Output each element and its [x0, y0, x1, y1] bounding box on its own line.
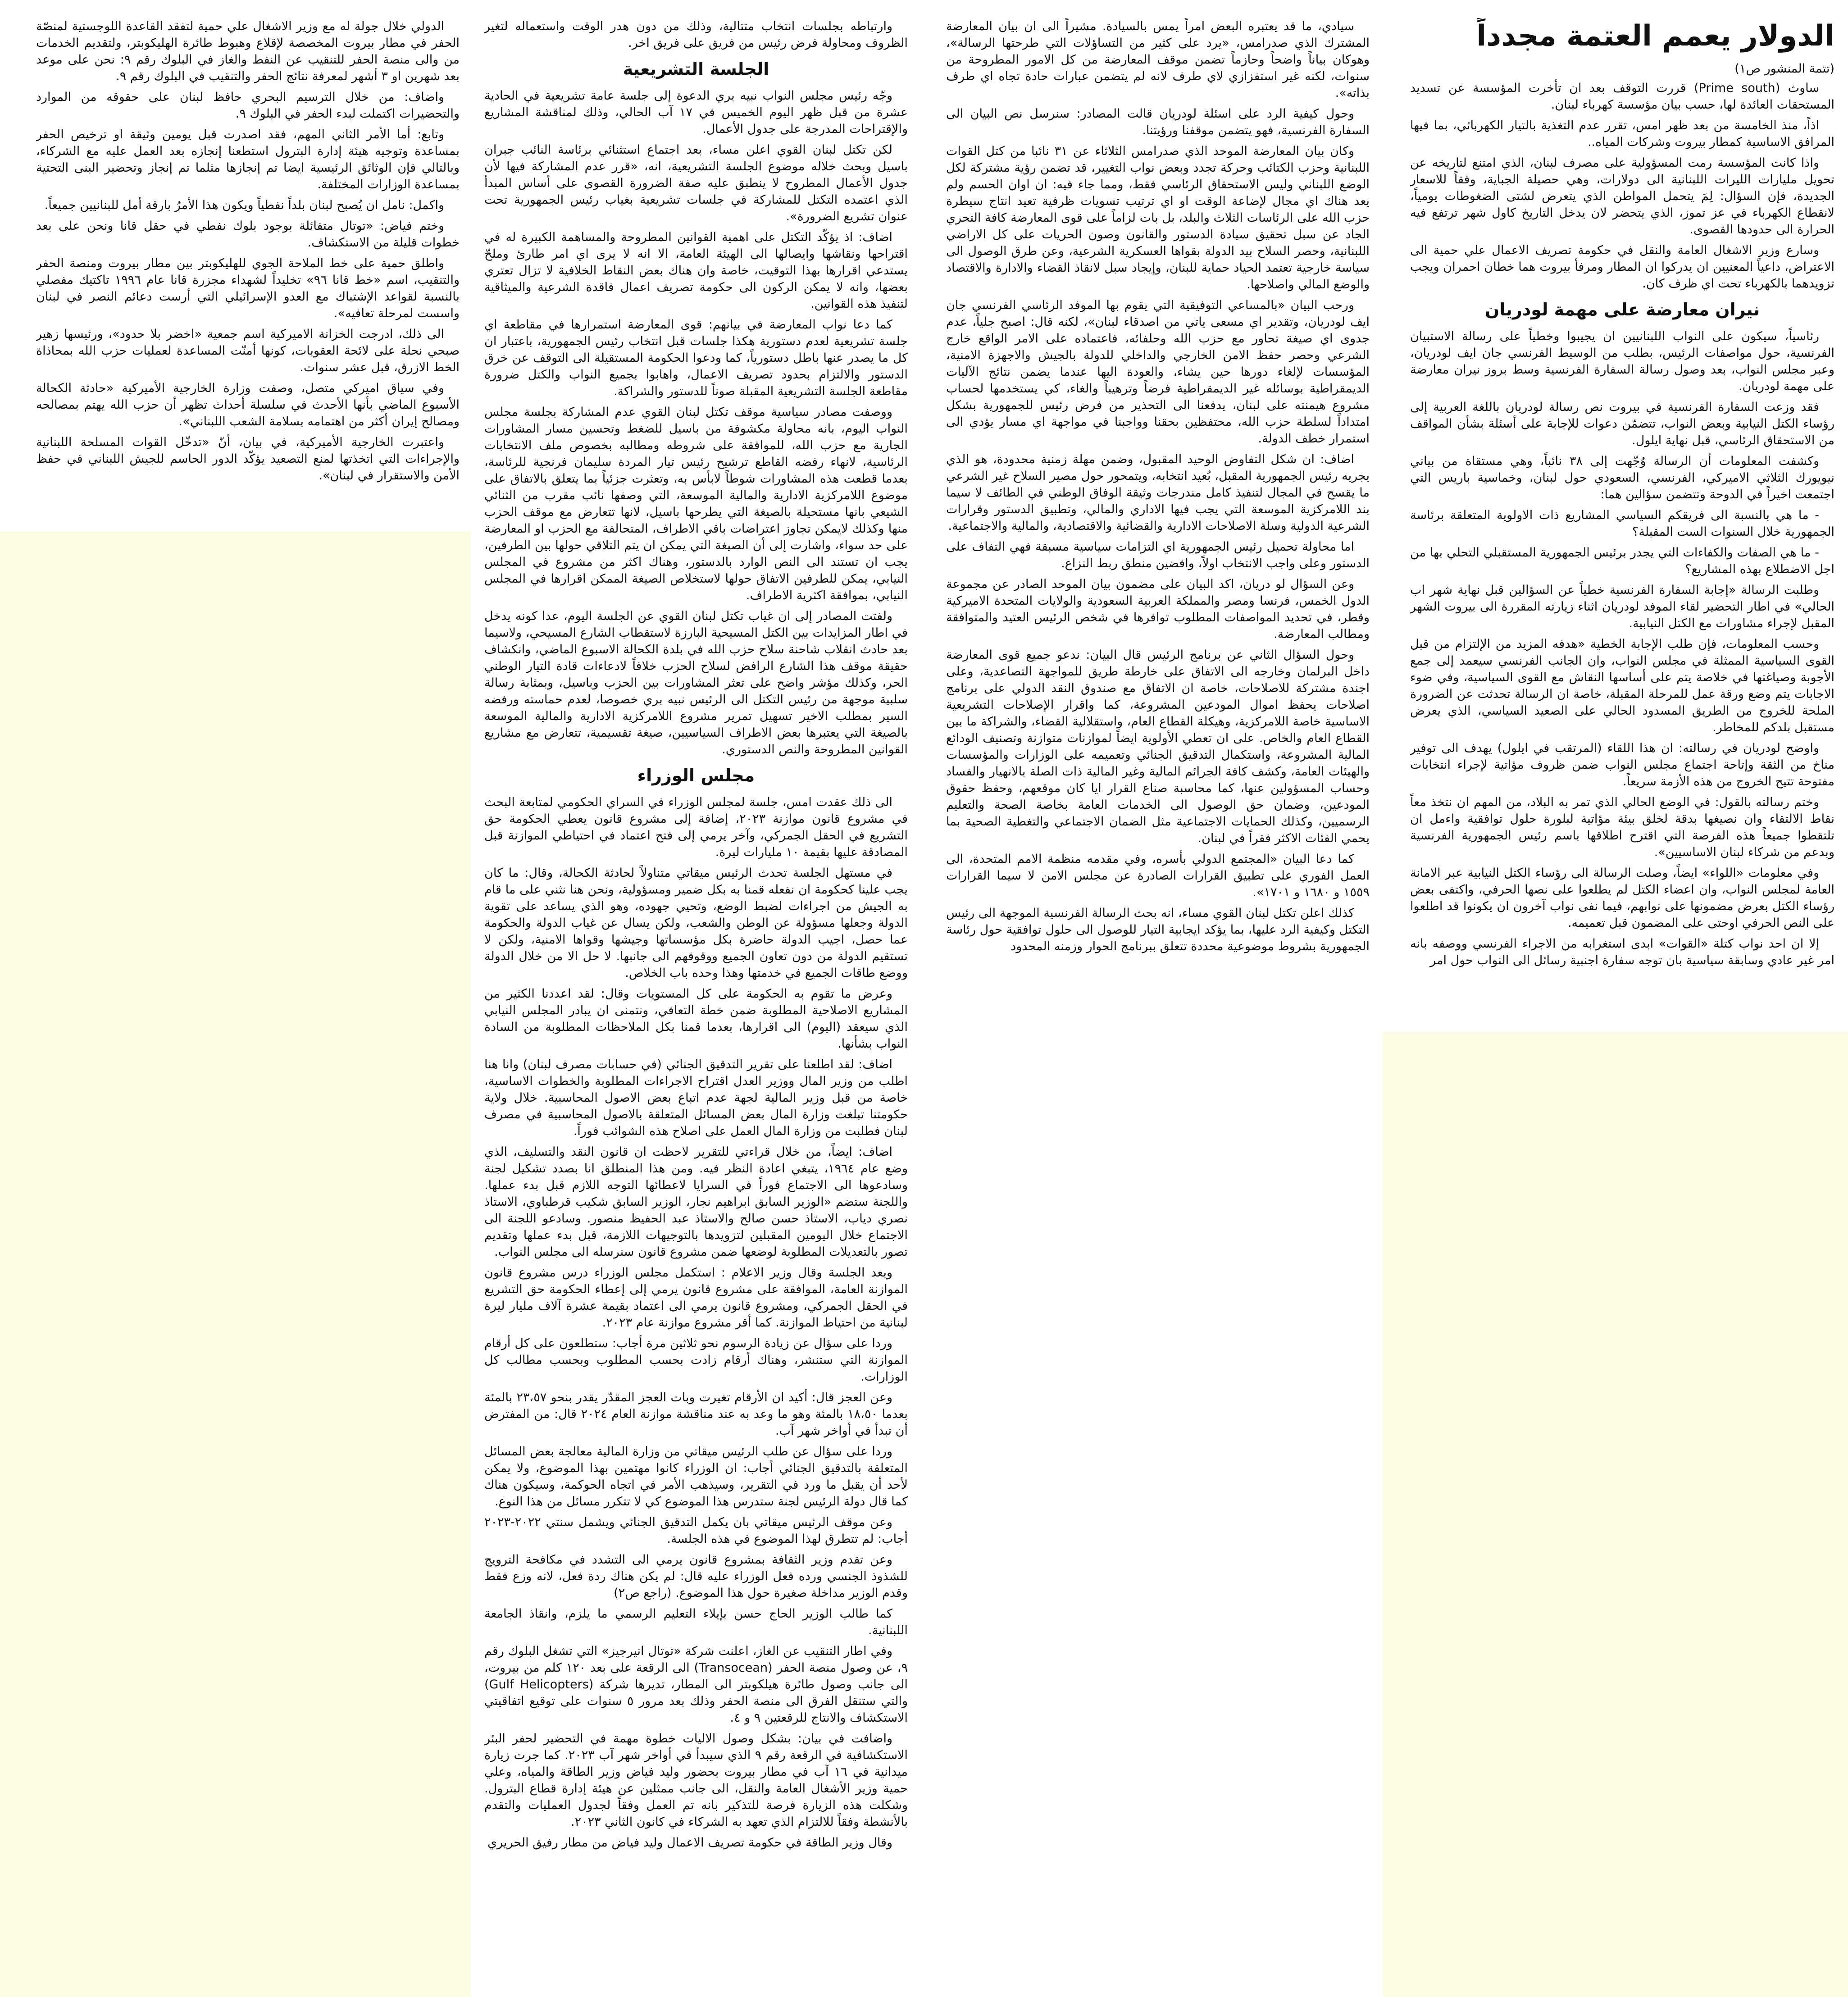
paragraph: وطلبت الرسالة «إجابة السفارة الفرنسية خطياً عن السؤالين قبل نهاية شهر اب الحالي» في اطار التحضير لقاء الموفد لودريان اثناء زيارته المقررة الى بيروت الشهر المقبل لإجراء مشاورات مع الكتل النيابية.	[1410, 583, 1834, 630]
paragraph: إلا ان احد نواب كتلة «القوات» ابدى استغرابه من الاجراء الفرنسي ووصفه بانه امر غير عادي وسابقة سياسية بان توجه سفارة اجنبية رسائل الى النواب حول امر	[1410, 937, 1834, 967]
paragraph: الى ذلك، ادرجت الخزانة الاميركية اسم جمعية «اخضر بلا حدود»، ورئيسها زهير صبحي نحلة على لائحة العقوبات، كونها أمنّت المساعدة لعمليات حزب الله بمحاذاة الخط الازرق، قبل عشر سنوات.	[36, 327, 460, 374]
source-note: (تتمة المنشور ص١)	[1734, 62, 1834, 76]
paragraph: وحول كيفية الرد على اسئلة لودريان قالت المصادر: سنرسل نص البيان الى السفارة الفرنسية، فهو يتضمن موقفنا ورؤيتنا.	[946, 107, 1370, 137]
paragraph: وختم فياض: «توتال متفائلة بوجود بلوك نفطي في حقل قانا ونحن على بعد خطوات قليلة من الاستكشاف.	[36, 219, 460, 250]
paragraph: وعن السؤال لو دريان، اكد البيان على مضمون بيان الموحد الصادر عن مجموعة الدول الخمس، فرنسا ومصر والمملكة العربية السعودية والولايات المتحدة الاميركية وقطر، في تحديد المواصفات المطلوب توافرها في شخص الرئيس العتيد والمتوافقة ومطالب المعارضة.	[946, 577, 1370, 641]
paragraph: اضاف: لقد اطلعنا على تقرير التدقيق الجنائي (في حسابات مصرف لبنان) وانا هنا اطلب من وزير المال ووزير العدل اقتراح الاجراءات المطلوبة والخطوات الاساسية، خاصة من قبل وزير المالية لجهة عدم اتباع بعض الاصول المحاسبية. خلال ولاية حكومتنا تبلغت وزارة المال بعض المسائل المتعلقة بالاصول المحاسبية في مصرف لبنان فطلبت من وزارة المال العمل على اصلاح هذه الشوائب فوراً.	[484, 1058, 908, 1138]
paragraph: اضاف: ايضاً، من خلال قراءتي للتقرير لاحظت ان قانون النقد والتسليف، الذي وضع عام ١٩٦٤، يتبغي اعادة النظر فيه. ومن هذا المنطلق انا بصدد تشكيل لجنة وسادعوها الى الاجتماع فوراً في السرايا لاعطائها التوجه اللازم قبل بدء عملها. واللجنة ستضم «الوزير السابق ابراهيم نجار، الوزير السابق شكيب قرطباوي، الاستاذ نصري دياب، الاستاذ حسن صالح والاستاذ عبد الحفيظ منصور. وسادعو اللجنة الى الاجتماع خلال اليومين المقبلين لتزويدها بالتوجيهات اللازمة، قبل بدء عملها وتقديم تصور بالتعديلات المطلوبة لوضعها ضمن مشروع قانون سنرسله الى مجلس النواب.	[484, 1145, 908, 1259]
section-heading: الجلسة التشريعية	[623, 59, 769, 79]
paragraph: واطلق حمية على خط الملاحة الجوي للهليكوبتر بين مطار بيروت ومنصة الحفر والتنقيب، اسم «خط قانا ٩٦» تخليداً لشهداء مجزرة قانا عام ١٩٩٦ تاكتيك مفصلي بالنسبة لقواعد الإشتباك مع العدو الإسرائيلي التي أرست دعائم النصر في لبنان واسست لمرحلة تعافيه».	[36, 256, 460, 320]
column-2	[946, 18, 1370, 959]
section-heading: نيران معارضة على مهمة لودريان	[1484, 300, 1760, 319]
paragraph: اضاف: ان شكل التفاوض الوحيد المقبول، وضمن مهلة زمنية محدودة، هو الذي يجريه رئيس الجمهورية المقبل، بُعيد انتخابه، ويتمحور حول مصير السلاح غير الشرعي ما يقسح في المجال لتنفيذ كامل مندرجات وثيقة الوفاق الوطني في الطائف لا سيما بند اللامركزية الموسعة التي يجب فيها الاداري والمالي، وتطبيق الدستور وقرارات الشرعية الدولية وسلة الاصلاحات الادارية والقضائية والاقتصادية، والمالية والاجتماعية.	[946, 452, 1370, 533]
paragraph: وكشفت المعلومات أن الرسالة وُجّهت إلى ٣٨ نائباً، وهي مستقاة من بياني نيويورك الثلاثي الاميركي، الفرنسي، السعودي حول لبنان، وخماسية باريس التي اجتمعت اخيراً في الدوحة وتتضمن سؤالين هما:	[1410, 454, 1834, 502]
paragraph: واعتبرت الخارجية الأميركية، في بيان، أنّ «تدخّل القوات المسلحة اللبنانية والإجراءات التي اتخذتها لمنع التصعيد يؤكّد الدور الحاسم للجيش اللبناني في حفظ الأمن والاستقرار في لبنان».	[36, 435, 460, 483]
paragraph: اضاف: اذ يؤكّد التكتل على اهمية القوانين المطروحة والمساهمة الكبيرة له في اقتراحها ونقاشها وايصالها الى الهيئة العامة، الا انه لا يرى اي امر طارئ وملحّ يستدعي اقرارها بهذا التوقيت، خاصة وان هناك بعض النقاط الخلافية لا تزال تعتري بعضها، وانه لا يمكن الركون الى حكومة تصريف اعمال فاقدة الشرعية والميثاقية لتنفيذ هذه القوانين.	[484, 230, 908, 311]
paragraph: وحول السؤال الثاني عن برنامج الرئيس قال البيان: ندعو جميع قوى المعارضة داخل البرلمان وخارجه الى الاتفاق على خارطة طريق للمواجهة التصاعدية، وعلى اجندة مشتركة للاصلاحات، خاصة ان الاتفاق مع صندوق النقد الدولي على برنامج اصلاحات يحفظ اموال المودعين المشروعة، كما واقرار الإصلاحات التشريعية الاساسية خاصة اللامركزية، وهيكلة القطاع العام، واستقلالية القضاء، والشراكة ما بين القطاع العام والخاص. على ان تعطي الأولوية ايضاً لموازنات متوازنة وتصنيف الودائع المالية المشروعة، واستكمال التدقيق الجنائي وتعميمه على الوزارات والمؤسسات والهيئات العامة، وكشف كافة الجرائم المالية وغير المالية ذات الصلة بالانهيار والفساد وحساب المسؤولين عنها، كما محاسبة صناع القرار ايا كان موقعهم، وحفظ حقوق المودعين، وضمان حق الوصول الى الخدمات العامة بخاصة الصحة والتعليم الرسميين، وكذلك الحمايات الاجتماعية مثل الضمان الاجتماعي والتغطية الصحية بما يحمي الفئات الاكثر فقراً في لبنان.	[946, 648, 1370, 845]
paragraph: وعرض ما تقوم به الحكومة على كل المستويات وقال: لقد اعددنا الكثير من المشاريع الاصلاحية المطلوبة ضمن خطة التعافي، ونتمنى ان يبادر المجلس النيابي الذي سيعقد (اليوم) الى اقرارها، بعدما قمنا بكل الملاحظات المطلوبة من السادة النواب بشأنها.	[484, 987, 908, 1051]
section-heading: مجلس الوزراء	[637, 766, 755, 785]
paragraph: وعن العجز قال: أكيد ان الأرقام تغيرت وبات العجز المقدّر يقدر بنحو ٢٣،٥٧ بالمئة بعدما ١٨،٥٠ بالمئة وهو ما وعد به عند مناقشة موازنة العام ٢٠٢٤ قال: من المفترض أن تبدأ في أواخر شهر آب.	[484, 1391, 908, 1438]
paragraph: وختم رسالته بالقول: في الوضع الحالي الذي تمر به البلاد، من المهم ان نتخذ معاً نقاط الالتقاء وان نصيغها بدقة لخلق بيئة مؤاتية لبلورة حلول توافقية واءمل ان تلتقطوا جميعاً هذه الفرصة التي اقترح اطلاقها باسم رئيس الجمهورية الفرنسية وبدعم من شركاء لبنان الاساسيين».	[1410, 795, 1834, 859]
paragraph: وفي سياق اميركي متصل، وصفت وزارة الخارجية الأميركية «حادثة الكحالة الأسبوع الماضي بأنها الأحدث في سلسلة أحداث تظهر أن حزب الله يهتم بمصالحه ومصالح إيران أكثر من اهتمامه بسلامة الشعب اللبناني».	[36, 381, 460, 429]
paragraph: ولفتت المصادر إلى ان غياب تكتل لبنان القوي عن الجلسة اليوم، عدا كونه يدخل في اطار المزايدات بين الكتل المسيحية البارزة لاستقطاب الشارع المسيحي، ولاسيما بعد حادث انقلاب شاحنة سلاح حزب الله في بلدة الكحالة الاسبوع الماضي، وانكشاف حقيقة موقف هذا الشارع الرافض لسلاح الحزب خلافاً لادعاءات قادة التيار الوطني الحر، وكذلك مؤشر واضح على تعثر المشاورات بين الحزب وباسيل، وبمثابة رسالة سلبية موجهة من رئيس التكتل الى الرئيس نبيه بري خصوصا، لعدم حماسته ورفضه السير بمطلب الاخير تسهيل تمرير مشروع اللامركزية الادارية والمالية الموسعة بالصيغة التي يعتبرها بعض الاطراف السياسيين، صيغة تقسيمية، تتعارض مع مشاريع القوانين المطروحة والنص الدستوري.	[484, 609, 908, 757]
paragraph: اما محاولة تحميل رئيس الجمهورية اي التزامات سياسية مسبقة فهي التفاف على الدستور وعلى واجب الانتخاب اولاً، وافضين منطق ربط النزاع.	[946, 540, 1370, 570]
paragraph: وجّه رئيس مجلس النواب نبيه بري الدعوة إلى جلسة عامة تشريعية في الحادية عشرة من قبل ظهر اليوم الخميس في ١٧ آب الحالي، وذلك لمناقشة المشاريع والإقتراحات المدرجة على جدول الأعمال.	[484, 89, 908, 136]
paragraph: وفي معلومات «اللواء» ايضاً، وصلت الرسالة الى رؤساء الكتل النيابية عبر الامانة العامة لمجلس النواب، وان اعضاء الكتل لم يطلعوا على نصها الحرفي، واكتفى بعض رؤساء الكتل بعرض مضمونها على نوابهم، فيما نفى نواب آخرون ان يكونوا قد اطلعوا على النص الحرفي اوحتى على المضمون قبل تعميمه.	[1410, 866, 1834, 930]
paragraph: كما طالب الوزير الحاج حسن بإيلاء التعليم الرسمي ما يلزم، وانقاذ الجامعة اللبنانية.	[484, 1607, 908, 1637]
paragraph: وعن تقدم وزير الثقافة بمشروع قانون يرمي الى التشدد في مكافحة الترويج للشذوذ الجنسي ورده فعل الوزراء عليه قال: لم يكن هناك ردة فعل، لانه وزع فقط وقدم الوزير مداخلة صغيرة حول هذا الموضوع. (راجع ص٢)	[484, 1553, 908, 1600]
paragraph: رئاسياً، سيكون على النواب اللبنانيين ان يجيبوا وخطياً على رسالة الاستبيان الفرنسية، حول مواصفات الرئيس، بطلب من الوسيط الفرنسي جان ايف لودريان، وعبر مجلس النواب، بعد وصول رسالة السفارة الفرنسية وسط بروز نيران معارضة على مهمة لودريان.	[1410, 329, 1834, 393]
paragraph: ووصفت مصادر سياسية موقف تكتل لبنان القوي عدم المشاركة بجلسة مجلس النواب اليوم، بانه محاولة مكشوفة من باسيل للضغط وتحسين مسار المشاورات الجارية مع حزب الله، للموافقة على شروطه ومطالبه بخصوص ملف الانتخابات الرئاسية، لانهاء رفضه القاطع ترشيح رئيس تيار المردة سليمان فرنجية للرئاسة، بعدما قطعت هذه المشاورات شوطاً لابأس به، وتعثرت جزئياً بما يتعلق بالاتفاق على موضوع اللامركزية الادارية والمالية الموسعة، التي وصفها نائب مقرب من الثنائي الشيعي بانها مستحيلة بالصيغة التي يطرحها باسيل، لانها تتعارض مع موقف الحزب منها وكذلك لايمكن تجاوز اعتراضات باقي الاطراف، المتحالفة مع الحزب او المعارضة على حد سواء، واشارت إلى أن الصيغة التي يمكن ان يتم التلاقي حولها بين الطرفين، يجب ان تستند الى النص الوارد بالدستور، وهناك اكثر من مشروع في المجلس النيابي، يمكن للطرفين الاتفاق حولها لاستخلاص الصيغة الممكن اقرارها في المجلس النيابي، بموافقة اكثرية الاطراف.	[484, 405, 908, 602]
paragraph: وعن موقف الرئيس ميقاتي بان يكمل التدقيق الجنائي ويشمل سنتي ٢٠٢٢-٢٠٢٣ أجاب: لم تتطرق لهذا الموضوع في هذه الجلسة.	[484, 1515, 908, 1546]
paragraph: واكمل: نامل ان يُصبح لبنان بلداً نفطياً ويكون هذا الأمرُ بارقة أمل للبنانيين جميعاً.	[44, 198, 444, 212]
paragraph: اذاً، منذ الخامسة من بعد ظهر امس، تقرر عدم التغذية بالتيار الكهربائي، بما فيها المرافق الاساسية كمطار بيروت وشركات المياه..	[1410, 119, 1834, 149]
paragraph: الدولي خلال جولة له مع وزير الاشغال علي حمية لتفقد القاعدة اللوجستية لمنصّة الحفر في مطار بيروت المخصصة لإقلاع وهبوط طائرة الهليكوبتر، ولتقديم الخدمات من والى منصة الحفر للتنقيب عن النفط والغاز في البلوك رقم ٩: نحن على موعد بعد شهرين او ٣ أشهر لمعرفة نتائج الحفر والتنقيب في البلوك رقم ٩.	[36, 19, 460, 83]
paragraph: وردا على سؤال عن طلب الرئيس ميقاتي من وزارة المالية معالجة بعض المسائل المتعلقة بالتدقيق الجنائي أجاب: ان الوزراء كانوا مهتمين بهذا الموضوع، ولا يمكن لأحد أن يقبل ما ورد في التقرير، وسيذهب الأمر في اتجاه الحوكمة، وسيكون هناك كما قال دولة الرئيس لجنة ستدرس هذا الموضوع كي لا تتكرر مسائل من هذا النوع.	[484, 1445, 908, 1509]
paragraph: كذلك اعلن تكتل لبنان القوي مساء، انه بحث الرسالة الفرنسية الموجهة الى رئيس التكتل وكيفية الرد عليها، بما يؤكد ايجابية التيار للوصول الى حلول توافقية حول رئاسة الجمهورية بشروط موضوعية محددة تتعلق ببرنامج الحوار وزمنه المحدود	[946, 906, 1370, 953]
tint-right-lower	[1383, 1032, 1848, 1997]
paragraph: وارتباطه بجلسات انتخاب متتالية، وذلك من دون هدر الوقت واستعماله لتغير الظروف ومحاولة فرض رئيس من فريق على فريق اخر.	[484, 19, 908, 50]
paragraph: واضافت في بيان: بشكل وصول الاليات خطوة مهمة في التحضير لحفر البئر الاستكشافية في الرقعة رقم ٩ الذي سيبدأ في أواخر شهر آب ٢٠٢٣. كما جرت زيارة ميدانية في ١٦ آب في مطار بيروت بحضور وليد فياض وزير الطاقة والمياه، وعلي حمية وزير الأشغال العامة والنقل، الى جانب ممثلين عن هيئة إدارة قطاع البترول. وشكلت هذه الزيارة فرصة للتذكير بانه تم العمل وفقاً لجدول العمليات والتقدم بالأنشطة وفقاً للالتزام الذي تعهد به الشركاء في كانون الثاني ٢٠٢٣.	[484, 1732, 908, 1829]
paragraph: واذا كانت المؤسسة رمت المسؤولية على مصرف لبنان، الذي امتنع لتاريخه عن تحويل مليارات الليرات اللبنانية الى دولارات، وهي حصيلة الجباية، وفقاً للاسعار الجديدة، فإن السؤال: لِمَ يتحمل المواطن الذي يتعرض لشتى الضغوطات يومياً، لانقطاع الكهرباء في عز تموز، الذي يتحضر لان يدخل التاريخ كاول شهر ترتفع فيه الحرارة الى حدودها القصوى.	[1410, 156, 1834, 237]
tint-left-lower	[0, 532, 471, 1997]
paragraph: - ما هي بالنسبة الى فريقكم السياسي المشاريع ذات الاولوية المتعلقة برئاسة الجمهورية خلال السنوات الست المقبلة؟	[1410, 508, 1834, 539]
paragraph: كما دعا نواب المعارضة في بيانهم: قوى المعارضة استمرارها في مقاطعة اي جلسة تشريعية لعدم دستورية هكذا جلسات قبل انتخاب رئيس الجمهورية، باعتبار ان كل ما يصدر عنها باطل دستورياً، كما ودعوا الحكومة المستقيلة الى التوقف عن خرق الدستور والالتزام بحدود تصريف الاعمال، واهابوا بجميع النواب والكتل ضرورة مقاطعة الجلسة التشريعية المقبلة صوناً للدستور والشراكة.	[484, 318, 908, 398]
paragraph: فقد وزعت السفارة الفرنسية في بيروت نص رسالة لودريان باللغة العربية إلى رؤساء الكتل النيابية وبعض النواب، تتضمّن دعوات للإجابة على أسئلة بشأن المواقف من الاستحقاق الرئاسي، قبل نهاية ايلول.	[1410, 400, 1834, 447]
paragraph: في مستهل الجلسة تحدث الرئيس ميقاتي متناولاً لحادثة الكحالة، وقال: ما كان يجب علينا كحكومة ان نفعله قمنا به بكل ضمير ومسؤولية، ونحن هنا نثني على ما قام به الجيش من اجراءات لضبط الوضع، وتحيي جهوده، وهو الذي يساعد على تقوية الدولة وجعلها مسؤولة عن الوطن والشعب، ولكن يسال عن غياب الدولة والحكومة عما حصل، اجيب الدولة حاضرة بكل مؤسساتها وجيشها وقواها الامنية، ولكن لا تستقيم الدولة من دون تعاون الجميع ووقوفهم الى جانبها. لا حل الا من خلال الدولة ووضع طاقات الجميع في خدمتها وهذا وحده باب الخلاص.	[484, 866, 908, 980]
paragraph: وبعد الجلسة وقال وزير الاعلام : استكمل مجلس الوزراء درس مشروع قانون الموازنة العامة، الموافقة على مشروع قانون يرمي إلى إعطاء الحكومة حق التشريع في الحقل الجمركي، ومشروع قانون يرمي الى اعتماد بقيمة عشرة آلاف مليار ليرة لبنانية من احتياط الموازنة. كما أقر مشروع موازنة عام ٢٠٢٣.	[484, 1266, 908, 1330]
paragraph: وكان بيان المعارضة الموحد الذي صدرامس الثلاثاء عن ٣١ نائبا من كتل القوات اللبنانية وحزب الكتائب وحركة تجدد وبعض نواب التغيير، قد تضمن رؤية مشتركة لكل الوضع اللبناني وليس الاستحقاق الرئاسي فقط، ومما جاء فيه: ان اوان الحسم ولم يعد هناك اي مجال لإضاعة الوقت او اي ترتيب تسويات ظرفية تعيد انتاج سيطرة حزب الله على الرئاسات الثلاث والبلد، بل بات لزاماً على قوى المعارضة كافة التحري الجاد عن سبل تحقيق سيادة الدستور والقانون وصون الحريات على كل الاراضي اللبنانية، وحصر السلاح بيد الدولة بقواها العسكرية الشرعية، وعن طرق الوصول الى سياسة خارجية تعتمد الحياد حماية للبنان، وإيجاد سبل لانقاذ القضاء والادارة والاقتصاد والوضع المالي واصلاحها.	[946, 144, 1370, 292]
paragraph: ورحب البيان «بالمساعي التوفيقية التي يقوم بها الموفد الرئاسي الفرنسي جان ايف لودريان، وتقدير اي مسعى ياتي من اصدقاء لبنان»، لكنه قال: اصبح جلياً، عدم جدوى اي صيغة تحاور مع حزب الله وحلفائه، فاعتماده على الامر الواقع خارج الشرعي وحصر حفظ الامن الخارجي والداخلي للدولة بالجيش والاجهزة الامنية، المؤسسات لإلغاء دورها حين يشاء، والعودة اليها عندما يضمن نتائج الآليات الديمقراطية بوسائله غير الديمقراطية فرضاً وترهيباً والغاء، كي يستخدمها لحساب مشروع هيمنته على لبنان، يدفعنا الى التحذير من فرض رئيس للجمهورية بشكل امتداداً لسلطة حزب الله، محتفظين بحقنا وواجبنا في مواجهة اي مسار يؤدي الى استمرار خطف الدولة.	[946, 298, 1370, 446]
paragraph: وتابع: أما الأمر الثاني المهم، فقد اصدرت قبل يومين وثيقة او ترخيص الحفر بمساعدة وتوجيه هيئة إدارة البترول استطعنا إنجازه بعد العمل عليه مع الشركاء، وبالتالي فإن الوثائق الرئيسية ايضا تم إنجازها مثلما تم إنجاز وتحضير البنى التحتية بمساعدة الوزارات المختلفة.	[36, 128, 460, 191]
paragraph: وفي اطار التنقيب عن الغاز، اعلنت شركة «توتال انيرجيز» التي تشغل البلوك رقم ٩، عن وصول منصة الحفر (Transocean) الى الرقعة على بعد ١٢٠ كلم من بيروت، الى جانب وصول طائرة هيلكوبتر الى المطار، تديرها شركة (Gulf Helicopters) والتي ستنقل الفرق الى منصة الحفر وذلك بعد مرور ٥ سنوات على توقيع اتفاقيتي الاستكشاف والانتاج للرقعتين ٩ و ٤.	[484, 1644, 908, 1725]
paragraph: سيادي، ما قد يعتبره البعض امراً يمس بالسيادة. مشيراً الى ان بيان المعارضة المشترك الذي صدرامس، «يرد على كثير من التساؤلات التي طرحتها الرسالة»، وهوكان بياناً واضحاً وحازماً تضمن موقف المعارضة من كل الامور المطروحة من سنوات، لكنه غير استفزازي لاي طرف لانه لم يتضمن عبارات حادة تجاه اي طرف بذاته».	[946, 19, 1370, 100]
paragraph: كما دعا البيان «المجتمع الدولي بأسره، وفي مقدمه منظمة الامم المتحدة، الى العمل الفوري على تطبيق القرارات الصادرة عن مجلس الامن لا سيما القرارات ١٥٥٩ و ١٦٨٠ و ١٧٠١».	[946, 852, 1370, 899]
paragraph: - ما هي الصفات والكفاءات التي يجدر برئيس الجمهورية المستقبلي التحلي بها من اجل الاضطلاع بهذه المشاريع؟	[1410, 546, 1834, 576]
column-3	[484, 18, 908, 1992]
column-1	[1410, 18, 1834, 973]
column-4	[36, 18, 460, 488]
headline: الدولار يعمم العتمة مجدداً	[1476, 19, 1834, 53]
paragraph: وردا على سؤال عن زيادة الرسوم نحو ثلاثين مرة أجاب: ستطلعون على كل أرقام الموازنة التي ستنشر، وهناك أرقام زادت بحسب المطلوب وبحسب مطالب كل الوزارات.	[484, 1336, 908, 1384]
paragraph: وسارع وزير الاشغال العامة والنقل في حكومة تصريف الاعمال علي حمية الى الاعتراض، داعياً المعنيين ان يدركوا ان المطار ومرفأ بيروت هما خطان احمران ويجب تزويدهما بالكهرباء تحت اي ظرف كان.	[1410, 243, 1834, 291]
paragraph: الى ذلك عقدت امس، جلسة لمجلس الوزراء في السراي الحكومي لمتابعة البحث في مشروع قانون موازنة ٢٠٢٣، إضافة إلى مشروع قانون يعطي الحكومة حق التشريع في الحقل الجمركي، وآخر يرمي إلى فتح اعتماد في احتياطي الموازنة قبل المصادقة عليها بقيمة ١٠ مليارات ليرة.	[484, 795, 908, 859]
paragraph: وقال وزير الطاقة في حكومة تصريف الاعمال وليد فياض من مطار رفيق الحريري	[487, 1836, 892, 1850]
paragraph: واوضح لودريان في رسالته: ان هذا اللقاء (المرتقب في ايلول) يهدف الى توفير مناخ من الثقة وإتاحة اجتماع مجلس النواب ضمن ظروف مؤاتية لإجراء انتخابات مفتوحة تتيح الخروج من هذه الأزمة سريعاً.	[1410, 741, 1834, 789]
paragraph: ساوث (Prime south) قررت التوقف بعد ان تأخرت المؤسسة عن تسديد المستحقات العائدة لها، حسب بيان مؤسسة كهرباء لبنان.	[1410, 81, 1834, 112]
paragraph: لكن تكتل لبنان القوي اعلن مساء، بعد اجتماع استثنائي برئاسة النائب جبران باسيل وبحث خلاله موضوع الجلسة التشريعية، انه، «قرر عدم المشاركة فيها لأن جدول الأعمال المطروح لا ينطبق عليه صفة الضرورة القصوى على أساس المبدأ الذي اعتمده التكتل للمشاركة في جلسات تشريعية بغياب رئيس الجمهورية تحت عنوان تشريع الضرورة».	[484, 143, 908, 223]
paragraph: وحسب المعلومات، فإن طلب الإجابة الخطية «هدفه المزيد من الإلتزام من قبل القوى السياسية الممثلة في مجلس النواب، وان الجانب الفرنسي سيعمد إلى جمع الأجوبة وصياغتها في خلاصة يتم على أساسها النقاش مع القوى السياسية، وفي ضوء الاجابات يتم وضع ورقة عمل للمرحلة المقبلة، خاصة ان الرسالة تحدثت عن الضرورة الملحة للخروج من الطريق المسدود الحالي على الصعيد السياسي، الذي يعرض مستقبل بلدكم للمخاطر.	[1410, 637, 1834, 734]
paragraph: واضاف: من خلال الترسيم البحري حافظ لبنان على حقوقه من الموارد والتحضيرات اكتملت لبدء الحفر في البلوك ٩.	[36, 90, 460, 121]
